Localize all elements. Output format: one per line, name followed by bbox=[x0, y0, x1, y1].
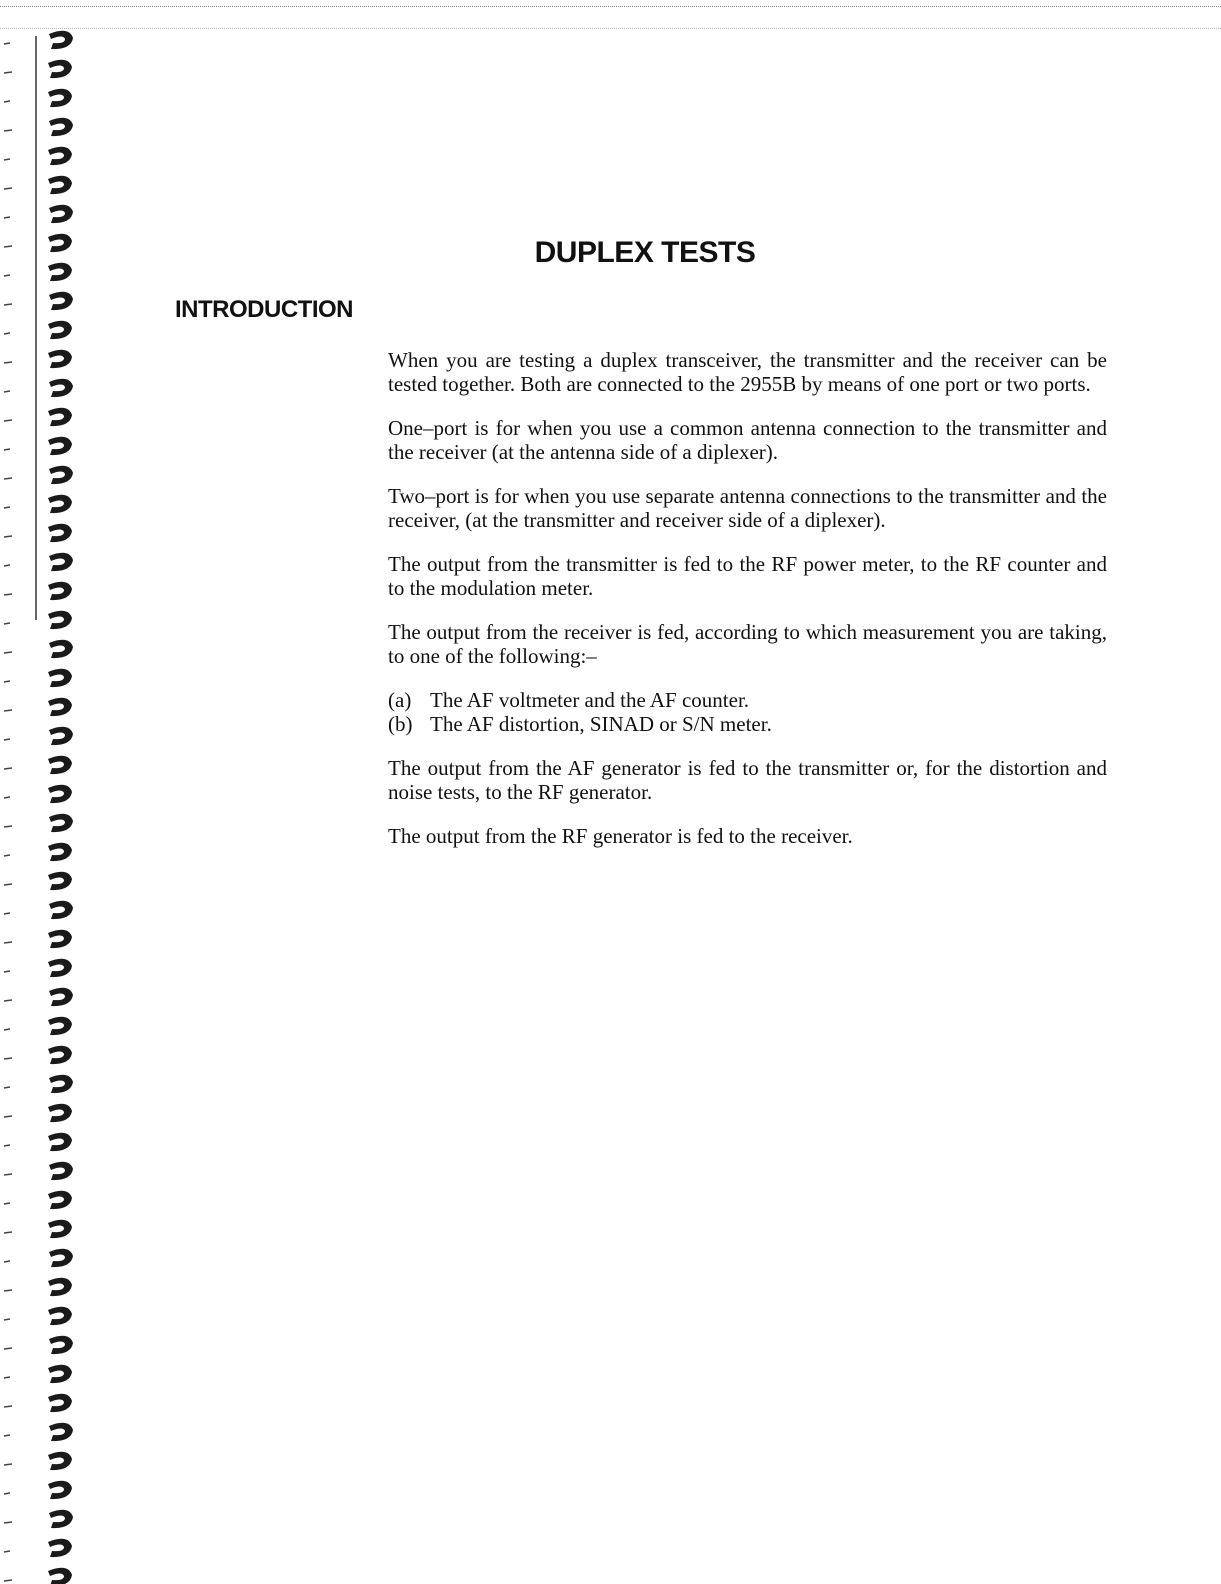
binding-tick bbox=[4, 507, 10, 508]
binding-ring bbox=[48, 843, 72, 861]
binding-tick bbox=[4, 130, 12, 131]
binding-tick bbox=[4, 420, 12, 421]
binding-tick bbox=[4, 1000, 12, 1001]
binding-tick bbox=[4, 101, 10, 102]
binding-ring bbox=[49, 292, 73, 310]
binding-tick bbox=[4, 1493, 10, 1494]
binding-tick bbox=[4, 1319, 10, 1320]
binding-ring bbox=[48, 495, 72, 513]
binding-ring bbox=[48, 89, 72, 107]
binding-ring bbox=[48, 1452, 72, 1470]
binding-tick bbox=[4, 188, 12, 189]
list-item-text: The AF distortion, SINAD or S/N meter. bbox=[430, 712, 772, 736]
binding-tick bbox=[4, 739, 10, 740]
binding-tick bbox=[4, 855, 10, 856]
binding-ring bbox=[48, 1394, 72, 1412]
binding-tick bbox=[4, 1522, 12, 1523]
binding-ring bbox=[49, 379, 73, 397]
binding-ring bbox=[48, 60, 72, 78]
binding-tick bbox=[4, 623, 10, 624]
binding-tick bbox=[4, 449, 10, 450]
list-item bbox=[388, 688, 1107, 712]
binding-ring bbox=[48, 1191, 72, 1209]
binding-ring bbox=[48, 959, 72, 977]
binding-tick bbox=[4, 159, 10, 160]
binding-ring bbox=[48, 1278, 72, 1296]
binding-ring bbox=[48, 930, 72, 948]
binding-ring bbox=[48, 1481, 72, 1499]
binding-tick bbox=[4, 1464, 12, 1465]
binding-tick bbox=[4, 594, 12, 595]
scan-edge-line bbox=[0, 28, 1221, 29]
binding-ring bbox=[48, 176, 72, 194]
binding-ring bbox=[48, 147, 72, 165]
binding-ring bbox=[48, 1568, 72, 1584]
binding-tick bbox=[4, 942, 12, 943]
binding-tick bbox=[4, 304, 12, 305]
binding-tick bbox=[4, 913, 10, 914]
body-text bbox=[388, 348, 1107, 868]
binding-ring bbox=[48, 1017, 72, 1035]
binding-tick bbox=[4, 43, 10, 44]
binding-ring bbox=[49, 1075, 73, 1093]
binding-tick bbox=[4, 333, 10, 334]
binding-tick bbox=[4, 1348, 12, 1349]
binding-tick bbox=[4, 1580, 12, 1581]
binding-ring bbox=[49, 727, 73, 745]
binding-ring bbox=[48, 408, 72, 426]
binding-tick bbox=[4, 1406, 12, 1407]
paragraph: The output from the AF generator is fed to the transmitter or, for the distortion and noise tests, to the RF generator. bbox=[388, 756, 1107, 804]
binding-ring bbox=[48, 1046, 72, 1064]
binding-tick bbox=[4, 217, 10, 218]
binding-ring bbox=[48, 350, 72, 368]
list-marker: (b) bbox=[388, 712, 413, 736]
binding-ring bbox=[48, 1539, 72, 1557]
list-item-text: The AF voltmeter and the AF counter. bbox=[430, 688, 750, 712]
binding-ring bbox=[49, 553, 73, 571]
paragraph: The output from the RF generator is fed to the receiver. bbox=[388, 824, 853, 848]
binding-tick bbox=[4, 275, 10, 276]
binding-ring bbox=[49, 1423, 73, 1441]
section-heading: INTRODUCTION bbox=[175, 296, 353, 323]
binding-ring bbox=[48, 1307, 72, 1325]
binding-ring bbox=[48, 872, 72, 890]
binding-tick bbox=[4, 884, 12, 885]
binding-ring bbox=[49, 31, 73, 49]
paragraph: One–port is for when you use a common antenna connection to the transmitter and the receiver (at the antenna side of a diplexer). bbox=[388, 416, 1107, 464]
binding-tick bbox=[4, 1058, 12, 1059]
binding-ring bbox=[49, 901, 73, 919]
scan-edge-line bbox=[0, 6, 1221, 7]
binding-ring bbox=[49, 1510, 73, 1528]
binding-ring bbox=[49, 205, 73, 223]
binding-ring bbox=[48, 698, 72, 716]
binding-tick bbox=[4, 1290, 12, 1291]
binding-ring bbox=[49, 988, 73, 1006]
measurement-list bbox=[388, 688, 1107, 736]
binding-tick bbox=[4, 1232, 12, 1233]
binding-tick bbox=[4, 971, 10, 972]
binding-ring bbox=[48, 321, 72, 339]
binding-ring bbox=[48, 611, 72, 629]
binding-tick bbox=[4, 1116, 12, 1117]
binding-ring bbox=[48, 1365, 72, 1383]
binding-tick bbox=[4, 652, 12, 653]
binding-tick bbox=[4, 1029, 10, 1030]
binding-ring bbox=[48, 785, 72, 803]
binding-ring bbox=[48, 1133, 72, 1151]
paragraph: The output from the receiver is fed, according to which measurement you are taking, to one of the following:– bbox=[388, 620, 1107, 668]
binding-tick bbox=[4, 362, 12, 363]
binding-tick bbox=[4, 1087, 10, 1088]
binding-tick bbox=[4, 826, 12, 827]
binding-ring bbox=[49, 1249, 73, 1267]
binding-tick bbox=[4, 565, 10, 566]
binding-ring bbox=[48, 582, 72, 600]
paragraph: Two–port is for when you use separate antenna connections to the transmitter and the receiver, (at the transmitter and receiver side of a diplexer). bbox=[388, 484, 1107, 532]
page-title: DUPLEX TESTS bbox=[534, 236, 756, 269]
binding-tick bbox=[4, 536, 12, 537]
binding-ring bbox=[49, 118, 73, 136]
binding-tick bbox=[4, 797, 10, 798]
binding-tick bbox=[4, 1203, 10, 1204]
binding-tick bbox=[4, 710, 12, 711]
binding-ring bbox=[48, 1104, 72, 1122]
binding-tick bbox=[4, 72, 12, 73]
binding-tick bbox=[4, 1377, 10, 1378]
list-item bbox=[388, 712, 1107, 736]
paragraph: The output from the transmitter is fed to the RF power meter, to the RF counter and to the modulation meter. bbox=[388, 552, 1107, 600]
binding-tick bbox=[4, 391, 10, 392]
binding-ring bbox=[48, 437, 72, 455]
paragraph: When you are testing a duplex transceiver, the transmitter and the receiver can be tested together. Both are connected to the 2955B by means of one port or two ports. bbox=[388, 348, 1107, 396]
binding-ring bbox=[48, 756, 72, 774]
binding-ring bbox=[49, 1162, 73, 1180]
binding-tick bbox=[4, 1551, 10, 1552]
binding-tick bbox=[4, 1261, 10, 1262]
binding-tick bbox=[4, 1174, 12, 1175]
binding-tick bbox=[4, 1435, 10, 1436]
binding-tick bbox=[4, 681, 10, 682]
binding-ring bbox=[48, 1220, 72, 1238]
binding-tick bbox=[4, 1145, 10, 1146]
binding-ring bbox=[49, 466, 73, 484]
binding-tick bbox=[4, 478, 12, 479]
binding-ring bbox=[48, 524, 72, 542]
binding-ring bbox=[48, 669, 72, 687]
binding-ring bbox=[49, 640, 73, 658]
binding-tick bbox=[4, 768, 12, 769]
list-marker: (a) bbox=[388, 688, 412, 712]
binding-ring bbox=[49, 1336, 73, 1354]
binding-ring bbox=[49, 814, 73, 832]
